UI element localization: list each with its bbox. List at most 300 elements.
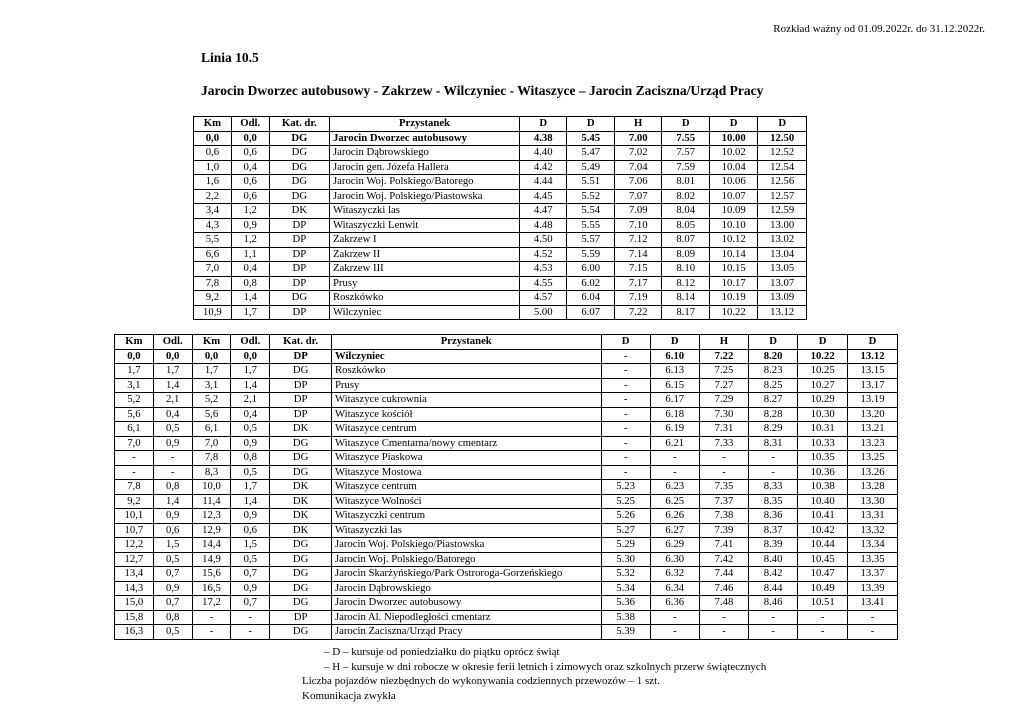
table-cell: 6.10 (650, 349, 699, 364)
table-cell: 7.12 (614, 233, 661, 248)
table-cell: 6.27 (650, 523, 699, 538)
table-row (115, 465, 898, 480)
table-row (194, 233, 807, 248)
table-cell: 0,9 (231, 436, 270, 451)
table-cell: 9,2 (194, 291, 232, 306)
table-cell: 6.19 (650, 422, 699, 437)
table-cell: DK (270, 494, 332, 509)
timetable-return (114, 334, 898, 640)
stop-name-cell: Witaszyczki las (329, 204, 519, 219)
table-cell: 13.12 (758, 305, 807, 320)
table-cell: DG (270, 625, 332, 640)
table-row (194, 305, 807, 320)
table-cell: 13.12 (848, 349, 898, 364)
table-cell: 7,0 (192, 436, 231, 451)
table-cell: 7.37 (699, 494, 748, 509)
table-cell: 4.57 (519, 291, 566, 306)
table-cell: 8.05 (662, 218, 709, 233)
table-cell: 8.44 (749, 581, 798, 596)
table-cell: - (601, 393, 650, 408)
table-cell: 7.06 (614, 175, 661, 190)
table-cell: 14,9 (192, 552, 231, 567)
table-cell: 13.07 (758, 276, 807, 291)
table-cell: 2,1 (231, 393, 270, 408)
stop-name-cell: Zakrzew I (329, 233, 519, 248)
column-header: Odl. (153, 335, 192, 350)
table-cell: 4.50 (519, 233, 566, 248)
table-cell: 5,6 (115, 407, 154, 422)
table-cell: 5.57 (567, 233, 614, 248)
table-cell: 1,0 (194, 160, 232, 175)
table-cell: - (650, 451, 699, 466)
table-cell: 5.39 (601, 625, 650, 640)
table-cell: 8.07 (662, 233, 709, 248)
table-cell: 10.02 (709, 146, 757, 161)
table-cell: 7.48 (699, 596, 748, 611)
timetable-outbound (193, 116, 807, 320)
table-row (194, 175, 807, 190)
table-cell: - (153, 451, 192, 466)
table-cell: 7.38 (699, 509, 748, 524)
table-cell: 3,1 (115, 378, 154, 393)
table-cell: 10.27 (798, 378, 848, 393)
table-cell: 0,6 (231, 189, 269, 204)
table-cell: DP (269, 305, 329, 320)
stop-name-cell: Jarocin Skarżyńskiego/Park Ostroroga-Gorzeńskiego (331, 567, 601, 582)
table-cell: 5.49 (567, 160, 614, 175)
table-cell: 10,0 (192, 480, 231, 495)
table-cell: - (749, 451, 798, 466)
table-cell: 5.27 (601, 523, 650, 538)
table-cell: 6.07 (567, 305, 614, 320)
table-cell: 10.00 (709, 131, 757, 146)
table-cell: 12,3 (192, 509, 231, 524)
table-cell: 8.04 (662, 204, 709, 219)
table-cell: 8.36 (749, 509, 798, 524)
table-row (194, 131, 807, 146)
table-cell: 8.14 (662, 291, 709, 306)
table-cell: 6.30 (650, 552, 699, 567)
table-cell: 6.17 (650, 393, 699, 408)
column-header: Odl. (231, 335, 270, 350)
table-cell: 7.42 (699, 552, 748, 567)
table-cell: - (231, 625, 270, 640)
table-cell: 15,0 (115, 596, 154, 611)
table-cell: 10.33 (798, 436, 848, 451)
table-cell: DG (269, 131, 329, 146)
table-cell: DP (270, 407, 332, 422)
table-row (115, 552, 898, 567)
column-header: Przystanek (329, 117, 519, 132)
table-cell: DP (270, 393, 332, 408)
table-cell: 3,4 (194, 204, 232, 219)
table-cell: 12,7 (115, 552, 154, 567)
table-cell: 8.42 (749, 567, 798, 582)
table-cell: 7.59 (662, 160, 709, 175)
table-row (115, 610, 898, 625)
table-row (115, 378, 898, 393)
table-cell: 8.39 (749, 538, 798, 553)
table-cell: 13.20 (848, 407, 898, 422)
table-cell: 13.37 (848, 567, 898, 582)
stop-name-cell: Zakrzew III (329, 262, 519, 277)
table-cell: 0,4 (231, 262, 269, 277)
stop-name-cell: Jarocin Woj. Polskiego/Piastowska (329, 189, 519, 204)
table-cell: 10,7 (115, 523, 154, 538)
stop-name-cell: Witaszyce Wolności (331, 494, 601, 509)
table-cell: 0,8 (153, 480, 192, 495)
table-cell: 7.25 (699, 364, 748, 379)
table-row (115, 538, 898, 553)
table-cell: 10,9 (194, 305, 232, 320)
table-cell: 7,0 (194, 262, 232, 277)
table-cell: 5.36 (601, 596, 650, 611)
table-cell: 8.01 (662, 175, 709, 190)
table-cell: 1,7 (231, 364, 270, 379)
column-header: D (749, 335, 798, 350)
table-cell: 0,6 (194, 146, 232, 161)
table-cell: 0,0 (153, 349, 192, 364)
table-cell: DP (269, 233, 329, 248)
table-cell: 6.23 (650, 480, 699, 495)
table-cell: 8.25 (749, 378, 798, 393)
table-cell: 12.54 (758, 160, 807, 175)
table-cell: 5.29 (601, 538, 650, 553)
table-cell: 10.10 (709, 218, 757, 233)
column-header: D (662, 117, 709, 132)
table-cell: - (749, 465, 798, 480)
table-row (115, 349, 898, 364)
table-cell: 4.38 (519, 131, 566, 146)
table-cell: 8.10 (662, 262, 709, 277)
table-cell: 10.40 (798, 494, 848, 509)
column-header: Km (115, 335, 154, 350)
table-cell: 0,7 (153, 567, 192, 582)
table-cell: 10.44 (798, 538, 848, 553)
table-cell: 5.45 (567, 131, 614, 146)
table-cell: - (192, 610, 231, 625)
table-cell: 5,6 (192, 407, 231, 422)
table-cell: - (601, 364, 650, 379)
table-cell: 5.25 (601, 494, 650, 509)
table-cell: - (699, 625, 748, 640)
stop-name-cell: Witaszyczki Lenwit (329, 218, 519, 233)
table-cell: 13.26 (848, 465, 898, 480)
table-cell: 13.17 (848, 378, 898, 393)
table-cell: 7.27 (699, 378, 748, 393)
table-cell: 10.35 (798, 451, 848, 466)
table-cell: DG (270, 596, 332, 611)
table-cell: 7.10 (614, 218, 661, 233)
table-cell: 10.09 (709, 204, 757, 219)
table-row (194, 247, 807, 262)
table-cell: 0,4 (231, 160, 269, 175)
table-cell: 10.07 (709, 189, 757, 204)
table-cell: DG (270, 451, 332, 466)
table-cell: 7.07 (614, 189, 661, 204)
table-cell: 1,7 (231, 305, 269, 320)
table-cell: 5.55 (567, 218, 614, 233)
stop-name-cell: Roszkówko (331, 364, 601, 379)
service-type-note: Komunikacja zwykła (302, 689, 396, 702)
table-cell: - (115, 451, 154, 466)
table-cell: 7.57 (662, 146, 709, 161)
table-cell: - (601, 451, 650, 466)
table-cell: 6.34 (650, 581, 699, 596)
table-cell: 1,7 (192, 364, 231, 379)
table-cell: 7.14 (614, 247, 661, 262)
legend-h: – H – kursuje w dni robocze w okresie ferii letnich i zimowych oraz szkolnych przerw świątecznych (324, 660, 767, 673)
table-cell: 15,6 (192, 567, 231, 582)
table-cell: DK (270, 480, 332, 495)
table-cell: 10.31 (798, 422, 848, 437)
table-cell: DP (270, 610, 332, 625)
table-cell: 13.32 (848, 523, 898, 538)
table-cell: 5.54 (567, 204, 614, 219)
stop-name-cell: Zakrzew II (329, 247, 519, 262)
table-cell: 10.36 (798, 465, 848, 480)
table-cell: - (153, 465, 192, 480)
stop-name-cell: Prusy (329, 276, 519, 291)
table-cell: 8.37 (749, 523, 798, 538)
table-cell: 7.00 (614, 131, 661, 146)
table-cell: 0,8 (231, 451, 270, 466)
table-cell: 6.36 (650, 596, 699, 611)
table-cell: 0,4 (231, 407, 270, 422)
table-cell: DK (270, 509, 332, 524)
table-cell: 10.06 (709, 175, 757, 190)
table-cell: 17,2 (192, 596, 231, 611)
table-cell: 2,2 (194, 189, 232, 204)
table-row (115, 364, 898, 379)
table-cell: 7.55 (662, 131, 709, 146)
table-cell: 1,7 (115, 364, 154, 379)
table-header-row (115, 335, 898, 350)
stop-name-cell: Roszkówko (329, 291, 519, 306)
table-cell: 13.05 (758, 262, 807, 277)
column-header: D (848, 335, 898, 350)
column-header: Kat. dr. (270, 335, 332, 350)
table-row (194, 291, 807, 306)
table-cell: 4.44 (519, 175, 566, 190)
table-cell: 0,0 (231, 349, 270, 364)
line-title: Linia 10.5 (201, 50, 259, 65)
table-cell: 6.13 (650, 364, 699, 379)
table-cell: 13.34 (848, 538, 898, 553)
table-cell: 10.51 (798, 596, 848, 611)
stop-name-cell: Jarocin Woj. Polskiego/Batorego (329, 175, 519, 190)
table-cell: - (848, 625, 898, 640)
table-row (115, 393, 898, 408)
table-cell: 13.35 (848, 552, 898, 567)
table-row (115, 596, 898, 611)
table-cell: 7.39 (699, 523, 748, 538)
table-cell: 7,8 (115, 480, 154, 495)
table-cell: 10.45 (798, 552, 848, 567)
stop-name-cell: Jarocin Dworzec autobusowy (329, 131, 519, 146)
stop-name-cell: Jarocin Al. Niepodległości cmentarz (331, 610, 601, 625)
table-cell: 4.47 (519, 204, 566, 219)
table-cell: 7.35 (699, 480, 748, 495)
table-cell: 4.52 (519, 247, 566, 262)
table-cell: 13.09 (758, 291, 807, 306)
table-cell: 0,0 (115, 349, 154, 364)
table-cell: 4.55 (519, 276, 566, 291)
table-cell: 10.17 (709, 276, 757, 291)
table-cell: 0,7 (153, 596, 192, 611)
table-cell: 1,2 (231, 233, 269, 248)
stop-name-cell: Witaszyczki las (331, 523, 601, 538)
table-row (115, 494, 898, 509)
table-cell: 8.35 (749, 494, 798, 509)
legend-d: – D – kursuje od poniedziałku do piątku oprócz świąt (324, 646, 560, 658)
table-cell: - (650, 610, 699, 625)
table-cell: 0,9 (153, 436, 192, 451)
table-row (115, 523, 898, 538)
table-cell: 10.42 (798, 523, 848, 538)
table-cell: 7.31 (699, 422, 748, 437)
table-cell: 6,1 (192, 422, 231, 437)
table-cell: 1,4 (231, 291, 269, 306)
table-row (115, 509, 898, 524)
table-cell: 7.15 (614, 262, 661, 277)
table-cell: 1,5 (231, 538, 270, 553)
stop-name-cell: Witaszyczki centrum (331, 509, 601, 524)
route-title: Jarocin Dworzec autobusowy - Zakrzew - Wilczyniec - Witaszyce – Jarocin Zaciszna/Urząd Pracy (201, 83, 764, 98)
table-cell: 1,4 (231, 494, 270, 509)
stop-name-cell: Witaszyce Cmentarna/nowy cmentarz (331, 436, 601, 451)
table-cell: 0,0 (231, 131, 269, 146)
table-cell: 10.47 (798, 567, 848, 582)
table-cell: 0,5 (231, 465, 270, 480)
table-cell: 13.15 (848, 364, 898, 379)
table-cell: 4.42 (519, 160, 566, 175)
stop-name-cell: Witaszyce centrum (331, 480, 601, 495)
table-cell: 7,0 (115, 436, 154, 451)
table-cell: 6.00 (567, 262, 614, 277)
table-cell: DP (269, 262, 329, 277)
table-cell: 13.39 (848, 581, 898, 596)
table-cell: 5.47 (567, 146, 614, 161)
table-cell: - (601, 349, 650, 364)
table-row (194, 262, 807, 277)
column-header: D (601, 335, 650, 350)
stop-name-cell: Jarocin Zaciszna/Urząd Pracy (331, 625, 601, 640)
stop-name-cell: Witaszyce Mostowa (331, 465, 601, 480)
table-cell: DG (269, 175, 329, 190)
stop-name-cell: Jarocin Dąbrowskiego (329, 146, 519, 161)
table-cell: - (601, 378, 650, 393)
table-cell: 6.32 (650, 567, 699, 582)
table-cell: 6.18 (650, 407, 699, 422)
table-cell: 8.31 (749, 436, 798, 451)
table-cell: 0,6 (231, 175, 269, 190)
table-row (115, 451, 898, 466)
table-cell: DG (270, 364, 332, 379)
table-cell: 0,6 (231, 146, 269, 161)
table-cell: DK (270, 422, 332, 437)
table-cell: 8.23 (749, 364, 798, 379)
table-cell: 5.26 (601, 509, 650, 524)
table-cell: 0,8 (231, 276, 269, 291)
table-cell: 0,6 (231, 523, 270, 538)
table-cell: - (749, 625, 798, 640)
table-cell: 1,7 (231, 480, 270, 495)
table-cell: 4.45 (519, 189, 566, 204)
column-header: D (567, 117, 614, 132)
table-cell: 13.30 (848, 494, 898, 509)
table-cell: 0,9 (231, 218, 269, 233)
table-cell: 0,9 (153, 581, 192, 596)
table-cell: 0,9 (231, 509, 270, 524)
table-cell: 6.15 (650, 378, 699, 393)
table-cell: DG (270, 581, 332, 596)
table-cell: 12,2 (115, 538, 154, 553)
table-cell: 0,9 (153, 509, 192, 524)
table-cell: 13.31 (848, 509, 898, 524)
table-cell: 13.02 (758, 233, 807, 248)
table-cell: 6.21 (650, 436, 699, 451)
table-cell: - (798, 625, 848, 640)
table-cell: 8.27 (749, 393, 798, 408)
column-header: Odl. (231, 117, 269, 132)
table-cell: 10.22 (709, 305, 757, 320)
table-cell: 7.41 (699, 538, 748, 553)
table-cell: 13.04 (758, 247, 807, 262)
column-header: D (519, 117, 566, 132)
table-cell: 4.48 (519, 218, 566, 233)
stop-name-cell: Witaszyce centrum (331, 422, 601, 437)
table-cell: 0,5 (153, 422, 192, 437)
table-cell: 13,4 (115, 567, 154, 582)
column-header: D (650, 335, 699, 350)
table-cell: 0,5 (231, 552, 270, 567)
table-cell: 4,3 (194, 218, 232, 233)
table-row (194, 204, 807, 219)
table-cell: 7,8 (192, 451, 231, 466)
table-cell: 5,5 (194, 233, 232, 248)
table-cell: 6.29 (650, 538, 699, 553)
table-cell: 5,2 (192, 393, 231, 408)
table-cell: 0,7 (231, 567, 270, 582)
column-header: Km (194, 117, 232, 132)
table-cell: 7.46 (699, 581, 748, 596)
table-cell: 13.25 (848, 451, 898, 466)
table-cell: 8.12 (662, 276, 709, 291)
table-cell: 3,1 (192, 378, 231, 393)
table-row (115, 436, 898, 451)
table-cell: 10.29 (798, 393, 848, 408)
table-cell: 1,5 (153, 538, 192, 553)
table-cell: DG (269, 291, 329, 306)
table-cell: - (192, 625, 231, 640)
table-row (194, 189, 807, 204)
table-cell: 8.40 (749, 552, 798, 567)
table-cell: 7.17 (614, 276, 661, 291)
table-cell: 7.04 (614, 160, 661, 175)
column-header: D (758, 117, 807, 132)
table-cell: 5,2 (115, 393, 154, 408)
table-cell: 12.59 (758, 204, 807, 219)
table-cell: 6.25 (650, 494, 699, 509)
table-cell: - (650, 625, 699, 640)
table-cell: 0,8 (153, 610, 192, 625)
validity-period: Rozkład ważny od 01.09.2022r. do 31.12.2022r. (773, 23, 985, 35)
stop-name-cell: Prusy (331, 378, 601, 393)
table-cell: DG (270, 567, 332, 582)
table-cell: 0,4 (153, 407, 192, 422)
table-cell: 7.09 (614, 204, 661, 219)
